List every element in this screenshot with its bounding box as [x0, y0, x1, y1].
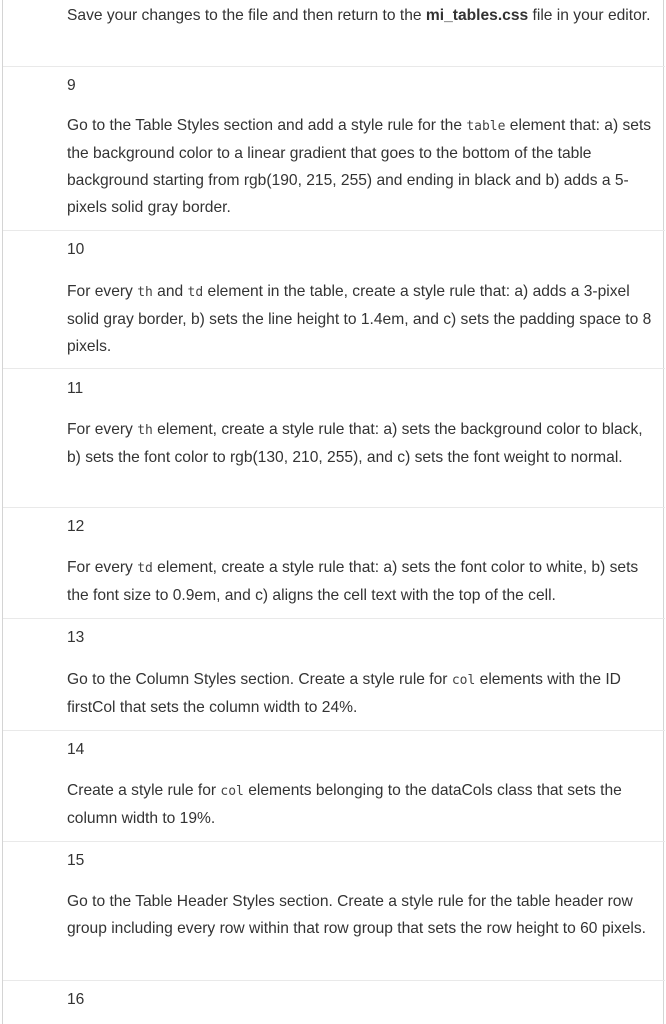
text-run: For every	[67, 283, 138, 300]
text-run: elements belonging to the dataCols class that sets the column width to 19%.	[67, 782, 622, 827]
bold-filename: mi_tables.css	[425, 7, 529, 24]
inline-code: th	[137, 285, 153, 300]
step-text	[67, 278, 657, 360]
text-run: element in the table, create a style rule that: a) adds a 3-pixel solid gray border, b) sets the line height to 1.4em, and c) sets the padding space to 8 pixels.	[67, 283, 652, 355]
inline-code: td	[187, 285, 204, 300]
step-text	[67, 666, 657, 721]
step-text	[67, 2, 657, 29]
text-run: file in your editor.	[528, 7, 651, 24]
text-run: and	[152, 283, 188, 300]
step-number: 12	[67, 518, 85, 535]
text-run: element, create a style rule that: a) sets the font color to white, b) sets the font size to 0.9em, and c) aligns the cell text with the top of the cell.	[67, 559, 639, 604]
step-number: 13	[67, 629, 85, 646]
divider	[3, 368, 665, 369]
divider	[3, 730, 665, 731]
text-run: element that: a) sets the background color to a linear gradient that goes to the bottom of the table background starting from rgb(190, 215, 255) and ending in black and b) adds a 5-pixels solid gray border.	[67, 117, 652, 216]
text-run: Save your changes to the file and then return to the	[67, 7, 426, 24]
step-text	[67, 112, 657, 221]
instructions-panel	[2, 0, 664, 1024]
step-number: 10	[67, 241, 85, 258]
divider	[3, 230, 665, 231]
inline-code: col	[220, 784, 244, 799]
text-run: Go to the Column Styles section. Create a style rule for	[67, 671, 452, 688]
inline-code: col	[451, 673, 476, 688]
inline-code: td	[137, 561, 153, 576]
text-run: element, create a style rule that: a) sets the background color to black, b) sets the font color to rgb(130, 210, 255), and c) sets the font weight to normal.	[67, 421, 643, 466]
divider	[3, 66, 665, 67]
step-text	[67, 777, 657, 832]
text-run: Create a style rule for	[67, 782, 221, 799]
step-text	[67, 416, 657, 471]
divider	[3, 618, 665, 619]
step-number: 14	[67, 741, 85, 758]
step-number: 15	[67, 852, 85, 869]
divider	[3, 841, 665, 842]
step-number: 16	[67, 991, 85, 1008]
step-number: 9	[67, 77, 76, 94]
step-text	[67, 888, 657, 942]
text-run: For every	[67, 421, 138, 438]
divider	[3, 507, 665, 508]
text-run: For every	[67, 559, 138, 576]
divider	[3, 980, 665, 981]
text-run: elements with the ID firstCol that sets the column width to 24%.	[67, 671, 621, 716]
step-number: 11	[67, 380, 84, 397]
text-run: Go to the Table Styles section and add a style rule for the	[67, 117, 467, 134]
text-run: Go to the Table Header Styles section. Create a style rule for the table header row group including every row within that row group that sets the row height to 60 pixels.	[67, 893, 647, 937]
inline-code: table	[466, 119, 506, 134]
inline-code: th	[137, 423, 153, 438]
step-text	[67, 554, 657, 609]
